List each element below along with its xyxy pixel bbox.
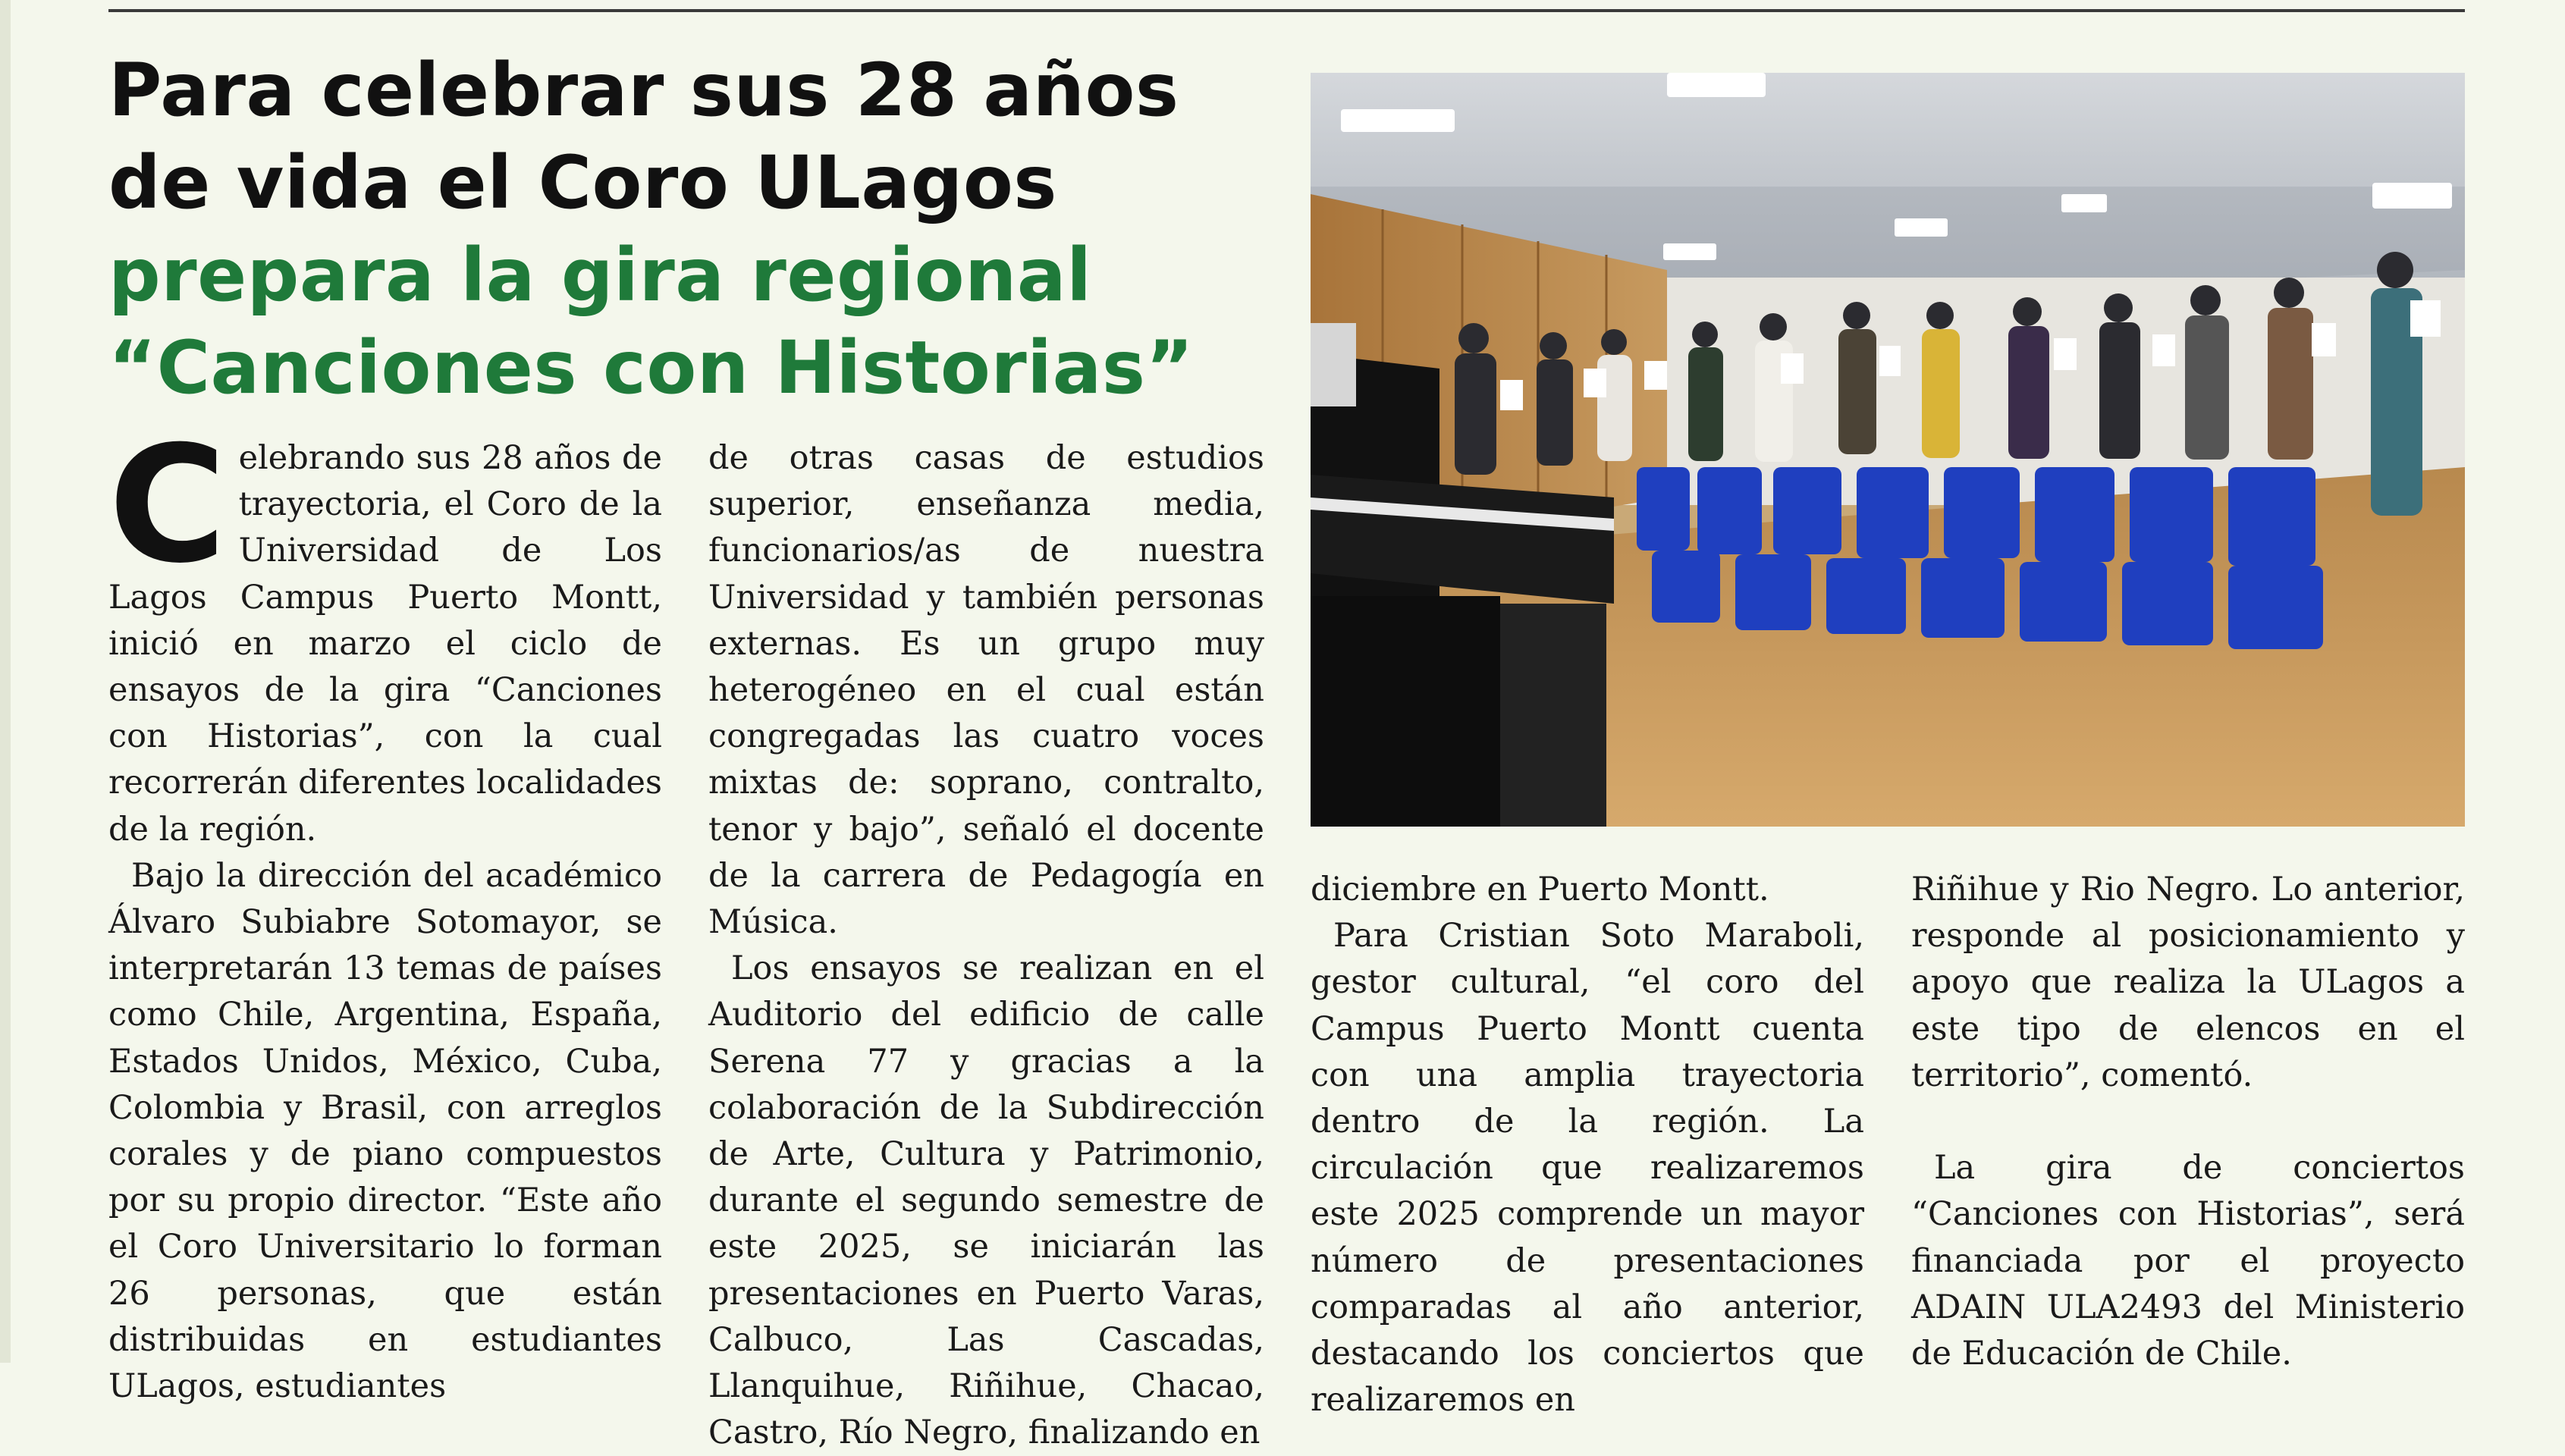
article-paragraph-2: Bajo la dirección del académico Álvaro Subiabre Sotomayor, se interpretarán 13 temas de países como Chile, Argentina, España, Estados Unidos, México, Cuba, Colombia y Brasil, con arreglos corales y de piano compuestos por su propio director. “Este año el Coro Universitario lo forman 26 personas, que están distribuidas en estudiantes ULagos, estudiantes (108, 856, 662, 1406)
article-column-2 (708, 435, 1264, 1456)
headline-line-3: prepara la gira regional (108, 233, 1092, 318)
article-paragraph-6: Para Cristian Soto Maraboli, gestor cultural, “el coro del Campus Puerto Montt cuenta con una amplia trayectoria dentro de la región. La circulación que realizaremos este 2025 comprende un mayor número de presentaciones comparadas al año anterior, destacando los conciertos que realizaremos en (1311, 917, 1864, 1420)
drop-cap: C (108, 411, 227, 598)
top-rule (108, 9, 2465, 12)
paragraph-spacer (1911, 1099, 2465, 1145)
article-column-4 (1911, 867, 2465, 1377)
article-paragraph-4: Los ensayos se realizan en el Auditorio del edificio de calle Serena 77 y gracias a la colaboración de la Subdirección de Arte, Cultura y Patrimonio, durante el segundo semestre de este 2025, se iniciarán las presentaciones en Puerto Varas, Calbuco, Las Cascadas, Llanquihue, Riñihue, Chacao, Castro, Río Negro, finalizando en (708, 949, 1264, 1452)
choir-rehearsal-illustration (1311, 73, 2465, 827)
article-paragraph-3: de otras casas de estudios superior, enseñanza media, funcionarios/as de nuestra Universidad y también personas externas. Es un grupo muy heterogéneo en el cual están congregadas las cuatro voces mixtas de: soprano, contralto, tenor y bajo”, señaló el docente de la carrera de Pedagogía en Música. (708, 439, 1264, 942)
headline-line-2: de vida el Coro ULagos (108, 140, 1057, 225)
article-paragraph-7: Riñihue y Rio Negro. Lo anterior, responde al posicionamiento y apoyo que realiza la ULagos a este tipo de elencos en el territorio”, comentó. (1911, 871, 2465, 1094)
article-column-1 (108, 411, 662, 1410)
article-column-3 (1311, 867, 1864, 1423)
headline-line-1: Para celebrar sus 28 años (108, 48, 1179, 133)
article-paragraph-1-text: elebrando sus 28 años de trayectoria, el Coro de la Universidad de Los Lagos Campus Puerto Montt, inició en marzo el ciclo de ensayos de la gira “Canciones con Historias”, con la cual recorrerán diferentes localidades de la región. (108, 439, 662, 849)
article-paragraph-1 (108, 411, 662, 853)
choir-rehearsal-photo (1311, 73, 2465, 827)
headline-line-4: “Canciones con Historias” (108, 325, 1195, 410)
headline (108, 44, 1292, 414)
article-paragraph-8: La gira de conciertos “Canciones con Historias”, será financiada por el proyecto ADAIN ULA2493 del Ministerio de Educación de Chile. (1911, 1149, 2465, 1373)
page-edge (0, 0, 11, 1363)
article-paragraph-5: diciembre en Puerto Montt. (1311, 871, 1769, 908)
